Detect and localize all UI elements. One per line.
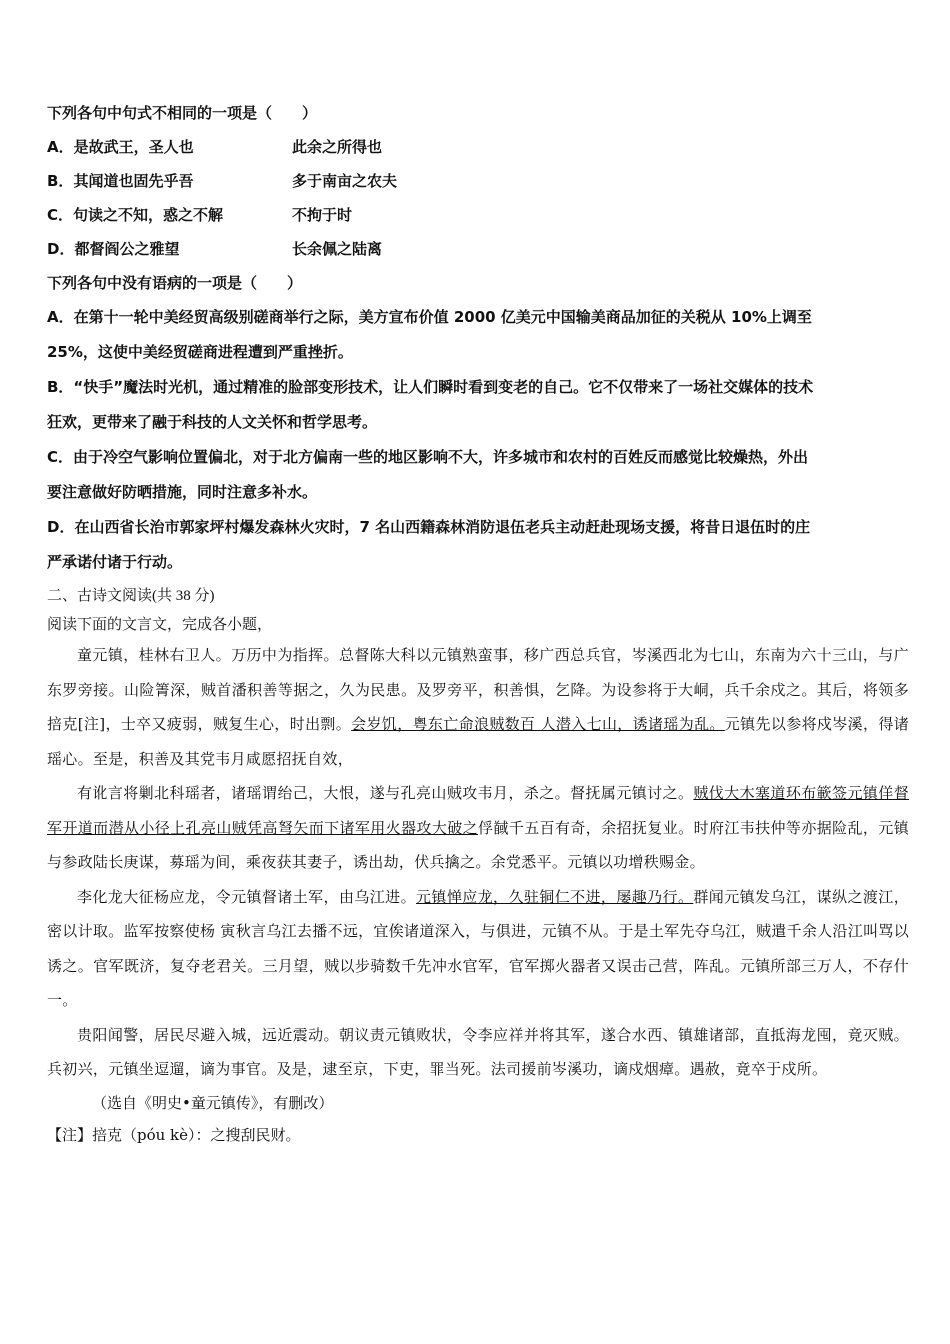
question-1-option-d bbox=[47, 232, 909, 266]
option-letter: B． bbox=[47, 172, 74, 190]
question-2-option-b bbox=[47, 370, 909, 440]
option-letter: D． bbox=[47, 240, 75, 258]
passage-text: 元镇先以参将戍岑溪，得诸瑶心。至是，积善及其党韦月咸愿招抚自效， bbox=[47, 715, 909, 768]
annotation-note: 【注】掊克（póu kè）：之搜刮民财。 bbox=[47, 1125, 301, 1144]
passage-paragraph-2 bbox=[47, 776, 909, 880]
section-intro: 阅读下面的文言文，完成各小题， bbox=[47, 615, 273, 633]
option-right-text: 长余佩之陆离 bbox=[292, 240, 383, 258]
option-left-text: 是故武王，圣人也 bbox=[73, 138, 194, 156]
option-letter: C． bbox=[47, 206, 74, 224]
option-right-text: 此余之所得也 bbox=[292, 138, 383, 156]
passage-paragraph-4: 贵阳闻警，居民尽避入城，远近震动。朝议责元镇败状，令李应祥并将其军，遂合水西、镇雄诸部，直抵海龙囤，竟灭贼。兵初兴，元镇坐逗遛，谪为事官。及是，逮至京，下吏，罪当死。法司援前岑溪功，谪戍烟瘴。遇赦，竟卒于戍所。 bbox=[47, 1025, 909, 1078]
section-title: 二、古诗文阅读(共 38 分) bbox=[47, 588, 215, 604]
question-2-option-c bbox=[47, 440, 909, 510]
option-line: A．在第十一轮中美经贸高级别磋商举行之际，美方宣布价值 2000 亿美元中国输美商品加征的关税从 10%上调至 bbox=[47, 308, 812, 326]
underlined-sentence: 贼伐大木塞道环布簐签元镇佯督军开道而潜从小径上孔亮山贼凭高弩矢而下诸军用火器攻大破之 bbox=[47, 784, 909, 837]
passage-source: （选自《明史•童元镇传》，有删改） bbox=[92, 1093, 334, 1112]
document-page bbox=[47, 96, 909, 1151]
option-line: B．“快手”魔法时光机，通过精准的脸部变形技术，让人们瞬时看到变老的自己。它不仅带来了一场社交媒体的技术 bbox=[47, 378, 814, 396]
option-line: 25%，这使中美经贸磋商进程遭到严重挫折。 bbox=[47, 343, 353, 361]
option-right-text: 不拘于时 bbox=[292, 206, 353, 224]
passage-text: 俘馘千五百有奇，余招抚复业。时府江韦扶仲等亦据险乱，元镇与参政陆长庚谋，募瑶为间，乘夜获其妻子，诱出劫，伏兵擒之。余党悉平。元镇以功增秩赐金。 bbox=[47, 818, 909, 871]
question-2-option-d bbox=[47, 510, 909, 580]
option-left-text: 其闻道也固先乎吾 bbox=[73, 172, 194, 190]
passage-text: 童元镇，桂林右卫人。万历中为指挥。总督陈大科以元镇熟蛮事，移广西总兵官，岑溪西北为七山，东南为六十三山，与广东罗旁接。山险箐深，贼首潘积善等据之，久为民患。及罗旁平，积善惧，乞降。为设参将于大峒，兵千余戍之。其后，将领多掊克[注]，士卒又疲弱，贼复生心，时出剽。 bbox=[47, 646, 909, 733]
option-line: D．在山西省长治市郭家坪村爆发森林火灾时，7 名山西籍森林消防退伍老兵主动赶赴现场支援，将昔日退伍时的庄 bbox=[47, 518, 811, 536]
option-left-text: 都督阎公之雅望 bbox=[74, 240, 180, 258]
question-2-option-a bbox=[47, 300, 909, 370]
passage-paragraph-3 bbox=[47, 880, 909, 1018]
option-line: 要注意做好防晒措施，同时注意多补水。 bbox=[47, 483, 318, 501]
passage-text: 有讹言将剿北科瑶者，诸瑶谓绐己，大恨，遂与孔亮山贼攻韦月，杀之。督抚属元镇讨之。 bbox=[77, 784, 694, 802]
option-left-text: 句读之不知，惑之不解 bbox=[73, 206, 224, 224]
question-2-stem: 下列各句中没有语病的一项是（ ） bbox=[47, 274, 303, 292]
passage-paragraph-1 bbox=[47, 638, 909, 776]
option-line: 狂欢，更带来了融于科技的人文关怀和哲学思考。 bbox=[47, 413, 378, 431]
underlined-sentence: 会岁饥，粤东亡命浪贼数百 人潜入七山，诱诸瑶为乱。 bbox=[351, 715, 725, 733]
underlined-sentence: 元镇惮应龙，久驻铜仁不进，屡趣乃行。 bbox=[416, 887, 694, 906]
option-line: 严承诺付诸于行动。 bbox=[47, 553, 183, 571]
passage-text: 李化龙大征杨应龙，令元镇督诸土军，由乌江进。 bbox=[77, 887, 417, 906]
option-line: C．由于冷空气影响位置偏北，对于北方偏南一些的地区影响不大，许多城市和农村的百姓反而感觉比较燥热，外出 bbox=[47, 448, 809, 466]
passage-text: 群闻元镇发乌江，谋纵之渡江，密以计取。监军按察使杨 寅秋言乌江去播不远，宜俟诸道深入，与俱进，元镇不从。于是土军先夺乌江，贼遣千余人沿江叫骂以诱之。官军既济，复夺老君关。三月望，贼以步骑数千先冲水官军，官军掷火器者又误击己营，阵乱。元镇所部三万人，不存什一。 bbox=[47, 887, 910, 1009]
question-1-option-a bbox=[47, 130, 909, 164]
option-right-text: 多于南亩之农夫 bbox=[292, 172, 398, 190]
question-1-stem: 下列各句中句式不相同的一项是（ ） bbox=[47, 104, 318, 122]
option-letter: A． bbox=[47, 138, 74, 156]
question-1-option-b bbox=[47, 164, 909, 198]
question-1-option-c bbox=[47, 198, 909, 232]
